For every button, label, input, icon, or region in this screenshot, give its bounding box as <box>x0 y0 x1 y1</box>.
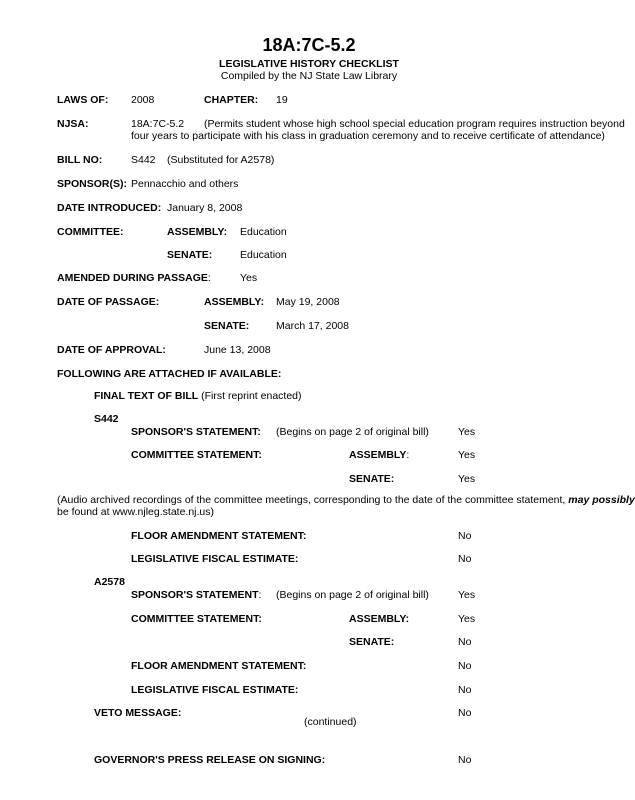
a2578-assembly-value: Yes <box>458 613 476 625</box>
a2578-sponsor-statement-colon: : <box>258 589 262 601</box>
s442-assembly-label: ASSEMBLY <box>349 449 407 461</box>
s442-assembly-colon: : <box>406 449 410 461</box>
a2578-sponsor-statement-label: SPONSOR'S STATEMENT <box>131 589 259 601</box>
amended-value: Yes <box>240 272 258 284</box>
committee-assembly-label: ASSEMBLY: <box>167 226 228 238</box>
a2578-sponsor-statement-row <box>131 589 261 602</box>
a2578-fiscal-value: No <box>458 684 472 696</box>
a2578-fiscal-label: LEGISLATIVE FISCAL ESTIMATE: <box>131 684 299 696</box>
njsa-value: 18A:7C-5.2 <box>131 118 185 130</box>
a2578-committee-statement-label: COMMITTEE STATEMENT: <box>131 613 262 625</box>
laws-of-value: 2008 <box>131 94 155 106</box>
s442-floor-value: No <box>458 530 472 542</box>
committee-label: COMMITTEE: <box>57 226 124 238</box>
s442-heading: S442 <box>94 413 119 425</box>
njsa-label: NJSA: <box>57 118 89 130</box>
approval-value: June 13, 2008 <box>204 344 271 356</box>
passage-assembly-label: ASSEMBLY: <box>204 296 265 308</box>
committee-senate-value: Education <box>240 249 287 261</box>
laws-of-label: LAWS OF: <box>57 94 109 106</box>
audio-note-text: (Audio archived recordings of the committee meetings, corresponding to the date of the committee statement, <box>57 494 569 506</box>
s442-senate-label: SENATE: <box>349 473 395 485</box>
amended-colon: : <box>207 272 211 284</box>
s442-sponsor-statement-value: Yes <box>458 426 476 438</box>
date-introduced-label: DATE INTRODUCED: <box>57 202 162 214</box>
continued-note: (continued) <box>304 716 357 728</box>
attached-label: FOLLOWING ARE ATTACHED IF AVAILABLE: <box>57 368 282 380</box>
bill-no-note: (Substituted for A2578) <box>167 154 275 166</box>
bill-no-value: S442 <box>131 154 156 166</box>
a2578-senate-label: SENATE: <box>349 636 395 648</box>
bill-no-label: BILL NO: <box>57 154 103 166</box>
veto-value: No <box>458 707 472 719</box>
veto-label: VETO MESSAGE: <box>94 707 182 719</box>
a2578-heading: A2578 <box>94 576 125 588</box>
a2578-assembly-label: ASSEMBLY: <box>349 613 410 625</box>
final-text-label: FINAL TEXT OF BILL <box>94 390 199 402</box>
governor-value: No <box>458 754 472 766</box>
s442-senate-value: Yes <box>458 473 476 485</box>
final-text-note: (First reprint enacted) <box>201 390 302 402</box>
date-introduced-value: January 8, 2008 <box>167 202 243 214</box>
chapter-value: 19 <box>276 94 288 106</box>
compiled-by: Compiled by the NJ State Law Library <box>220 70 398 82</box>
s442-sponsor-statement-label: SPONSOR'S STATEMENT: <box>131 426 261 438</box>
a2578-senate-value: No <box>458 636 472 648</box>
a2578-sponsor-statement-value: Yes <box>458 589 476 601</box>
final-text-row <box>94 390 302 403</box>
a2578-floor-value: No <box>458 660 472 672</box>
passage-senate-label: SENATE: <box>204 320 250 332</box>
passage-assembly-value: May 19, 2008 <box>276 296 340 308</box>
passage-label: DATE OF PASSAGE: <box>57 296 160 308</box>
page-title: 18A:7C-5.2 <box>262 35 356 55</box>
amended-label: AMENDED DURING PASSAGE <box>57 272 208 284</box>
amended-row <box>57 272 211 285</box>
a2578-floor-label: FLOOR AMENDMENT STATEMENT: <box>131 660 307 672</box>
s442-fiscal-label: LEGISLATIVE FISCAL ESTIMATE: <box>131 553 299 565</box>
s442-assembly-row <box>349 449 409 462</box>
governor-label: GOVERNOR'S PRESS RELEASE ON SIGNING: <box>94 754 326 766</box>
audio-note-line2: be found at www.njleg.state.nj.us) <box>57 506 215 518</box>
s442-sponsor-statement-note: (Begins on page 2 of original bill) <box>276 426 429 438</box>
passage-senate-value: March 17, 2008 <box>276 320 349 332</box>
a2578-sponsor-statement-note: (Begins on page 2 of original bill) <box>276 589 429 601</box>
sponsors-label: SPONSOR(S): <box>57 178 128 190</box>
sponsors-value: Pennacchio and others <box>131 178 239 190</box>
committee-assembly-value: Education <box>240 226 287 238</box>
s442-committee-statement-label: COMMITTEE STATEMENT: <box>131 449 262 461</box>
njsa-description-line2: four years to participate with his class in graduation ceremony and to receive certificate of attendance) <box>131 130 605 142</box>
s442-assembly-value: Yes <box>458 449 476 461</box>
approval-label: DATE OF APPROVAL: <box>57 344 166 356</box>
page-subtitle: LEGISLATIVE HISTORY CHECKLIST <box>219 58 399 70</box>
s442-floor-label: FLOOR AMENDMENT STATEMENT: <box>131 530 307 542</box>
s442-fiscal-value: No <box>458 553 472 565</box>
audio-note-emphasis: may possibly <box>568 494 635 506</box>
njsa-description-line1: (Permits student whose high school special education program requires instruction beyond <box>204 118 625 130</box>
chapter-label: CHAPTER: <box>204 94 259 106</box>
committee-senate-label: SENATE: <box>167 249 213 261</box>
